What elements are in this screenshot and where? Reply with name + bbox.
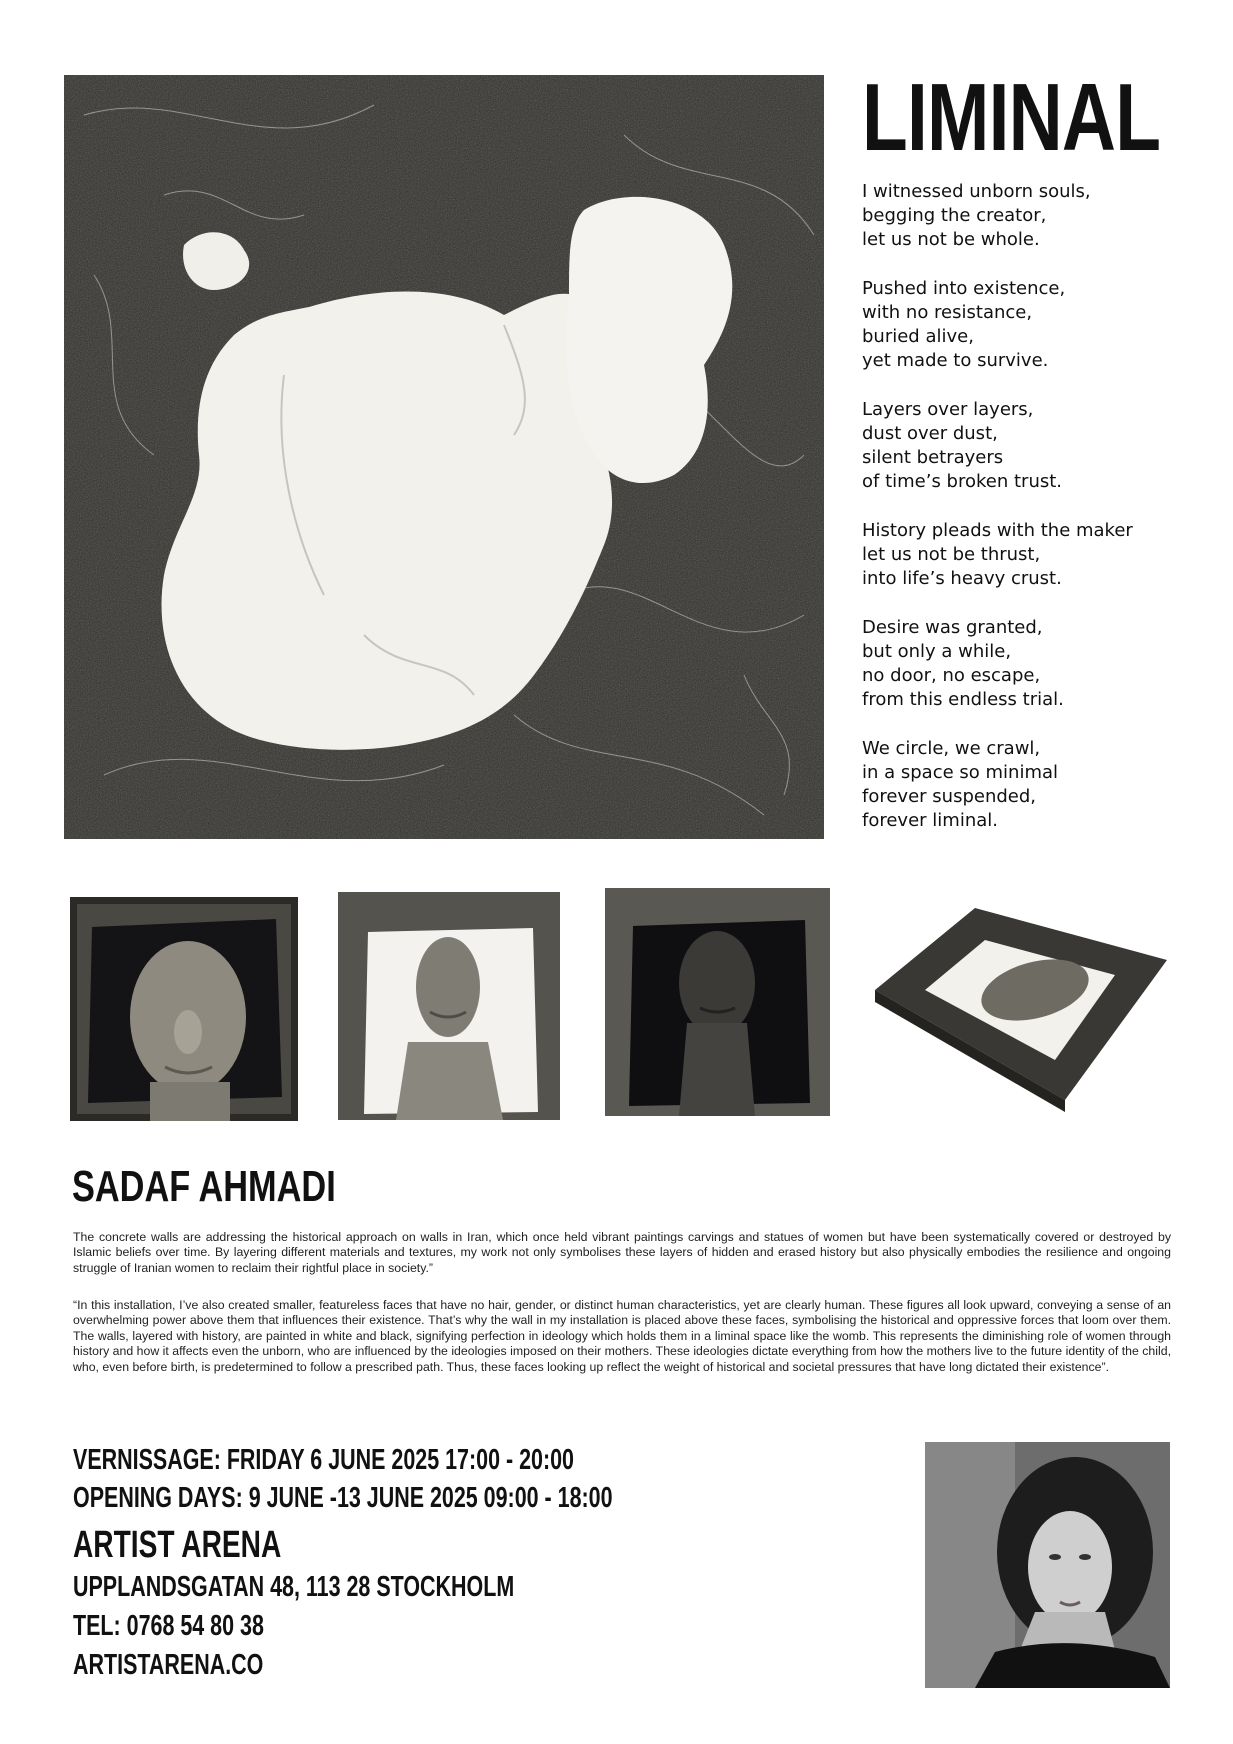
poem-stanza [862, 616, 1202, 712]
poem-line: no door, no escape, [862, 665, 1041, 686]
venue-address: UPPLANDSGATAN 48, 113 28 STOCKHOLM [73, 1571, 515, 1603]
poem-line: dust over dust, [862, 423, 998, 444]
poem-line: silent betrayers [862, 447, 1004, 468]
face-sculpture-image-2 [338, 892, 560, 1120]
main-artwork-image [64, 75, 824, 839]
poem-line: forever liminal. [862, 810, 998, 831]
opening-days: OPENING DAYS: 9 JUNE -13 JUNE 2025 09:00 - 18:00 [73, 1482, 613, 1514]
poem-line: in a space so minimal [862, 762, 1059, 783]
poem-line: of time’s broken trust. [862, 471, 1063, 492]
poem-stanza [862, 180, 1202, 252]
poem-stanza [862, 737, 1202, 833]
poem-line: Pushed into existence, [862, 278, 1066, 299]
artist-name: SADAF AHMADI [72, 1162, 336, 1211]
poem-line: I witnessed unborn souls, [862, 181, 1091, 202]
poem-line: into life’s heavy crust. [862, 568, 1062, 589]
artist-statement-paragraph-1: The concrete walls are addressing the historical approach on walls in Iran, which once held vibrant paintings carvings and statues of women but have been systematically covered or destroyed by Islamic beliefs over time. By layering different materials and textures, my work not only symbolises these layers of hidden and erased history but also physically embodies the resilience and ongoing struggle of Iranian women to reclaim their rightful place in society.” [73, 1230, 1171, 1275]
poem-line: from this endless trial. [862, 689, 1064, 710]
poem [862, 180, 1202, 858]
artist-portrait-photo [925, 1442, 1170, 1688]
poem-line: Desire was granted, [862, 617, 1043, 638]
face-sculpture-image-1 [70, 897, 298, 1121]
poem-line: but only a while, [862, 641, 1012, 662]
poem-line: yet made to survive. [862, 350, 1049, 371]
poem-stanza [862, 277, 1202, 373]
poem-line: Layers over layers, [862, 399, 1034, 420]
poem-line: let us not be whole. [862, 229, 1040, 250]
venue-phone: TEL: 0768 54 80 38 [73, 1610, 264, 1642]
artist-statement-paragraph-2: “In this installation, I’ve also created smaller, featureless faces that have no hair, gender, or distinct human characteristics, yet are clearly human. These figures all look upward, conveying a sense of an overwhelming power above them that influences their existence. That’s why the wall in my installation is placed above these faces, symbolising the historical and oppressive forces that loom over them. The walls, layered with history, are painted in white and black, signifying perfection in ideology which holds them in a liminal space like the womb. This represents the diminishing role of women through history and how it affects even the unborn, who are influenced by the ideologies imposed on their mothers. These ideologies dictate everything from how the mothers live to the future identity of the child, who, even before birth, is predetermined to follow a prescribed path. Thus, these faces looking up reflect the weight of historical and societal pressures that have long dictated their existence”. [73, 1298, 1171, 1374]
venue-name: ARTIST ARENA [73, 1524, 282, 1566]
poem-stanza [862, 519, 1202, 591]
face-sculpture-image-3 [605, 888, 830, 1116]
poem-line: let us not be thrust, [862, 544, 1041, 565]
poem-line: We circle, we crawl, [862, 738, 1041, 759]
exhibition-title: LIMINAL [862, 64, 1161, 171]
tilted-sculpture-image [865, 890, 1175, 1118]
poem-line: buried alive, [862, 326, 974, 347]
poem-line: with no resistance, [862, 302, 1033, 323]
poem-line: begging the creator, [862, 205, 1047, 226]
poem-line: forever suspended, [862, 786, 1036, 807]
poem-line: History pleads with the maker [862, 520, 1133, 541]
vernissage-date: VERNISSAGE: FRIDAY 6 JUNE 2025 17:00 - 20:00 [73, 1444, 574, 1476]
venue-website: ARTISTARENA.CO [73, 1649, 264, 1681]
poem-stanza [862, 398, 1202, 494]
